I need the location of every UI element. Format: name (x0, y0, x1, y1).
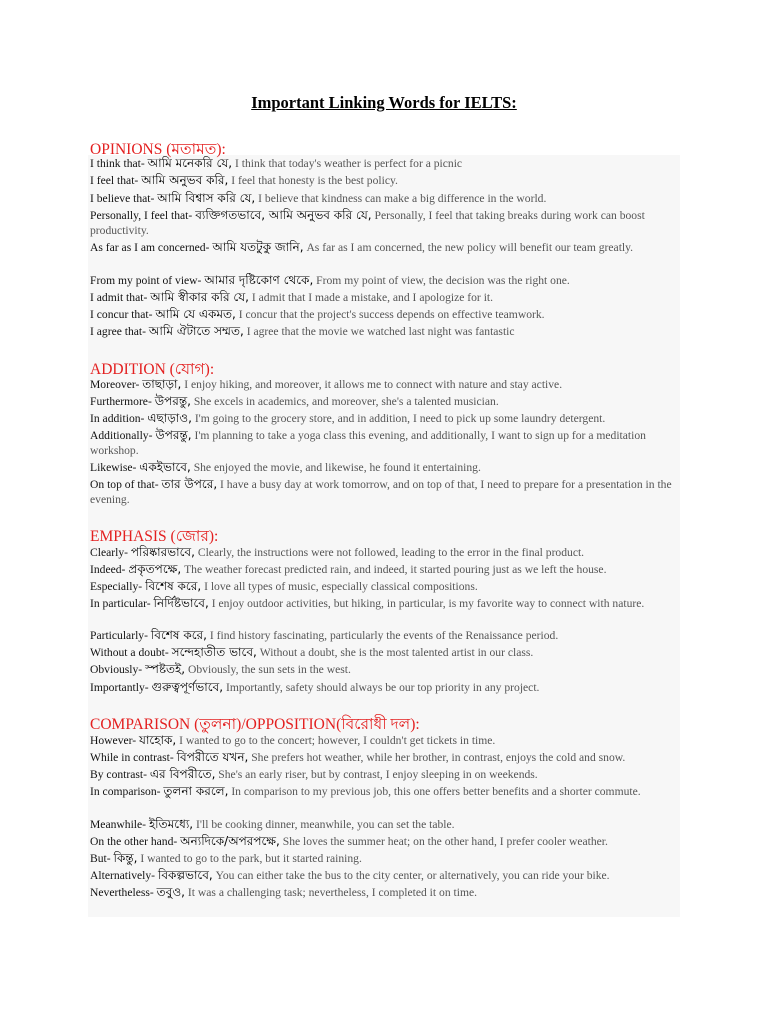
list-item (90, 377, 678, 393)
example: I enjoy outdoor activities, but hiking, in particular, is my favorite way to connect with nature. (211, 597, 645, 610)
example: It was a challenging task; nevertheless, I completed it on time. (187, 886, 478, 899)
list-item (90, 562, 678, 578)
example: I feel that honesty is the best policy. (231, 174, 398, 187)
example: I'll be cooking dinner, meanwhile, you can set the table. (196, 818, 455, 831)
example: I'm planning to take a yoga class this evening, and additionally, I want to sign up for a meditation workshop. (90, 429, 646, 457)
bangla-meaning: পরিষ্কারভাবে, (130, 545, 195, 559)
bangla-meaning: তুলনা করলে, (163, 784, 229, 798)
example: I admit that I made a mistake, and I apologize for it. (251, 291, 494, 304)
example: As far as I am concerned, the new policy will benefit our team greatly. (306, 241, 634, 254)
example: From my point of view, the decision was the right one. (316, 274, 570, 287)
list-item (90, 545, 678, 561)
bangla-meaning: ইতিমধ্যে, (148, 817, 194, 831)
list-item (90, 460, 678, 476)
section-heading-addition: ADDITION (যোগ): (90, 361, 215, 378)
list-item (90, 767, 678, 783)
example: I think that today's weather is perfect for a picnic (234, 157, 463, 170)
term: However- (90, 734, 137, 747)
example: She prefers hot weather, while her brother, in contrast, enjoys the cold and snow. (251, 751, 626, 764)
term: Clearly- (90, 546, 128, 559)
example: I love all types of music, especially classical compositions. (204, 580, 478, 593)
bangla-meaning: এছাড়াও, (147, 411, 192, 425)
term: As far as I am concerned- (90, 241, 210, 254)
example: Clearly, the instructions were not followed, leading to the error in the final product. (197, 546, 585, 559)
term: Alternatively- (90, 869, 156, 882)
example: I concur that the project's success depends on effective teamwork. (238, 308, 545, 321)
list-item (90, 851, 678, 867)
example: Obviously, the sun sets in the west. (188, 663, 351, 676)
example: I believe that kindness can make a big difference in the world. (258, 192, 547, 205)
term: I admit that- (90, 291, 148, 304)
bangla-meaning: আমি মনেকরি যে, (147, 156, 233, 170)
bangla-meaning: আমি ঐটাতে সম্মত, (148, 324, 244, 338)
page-title: Important Linking Words for IELTS: (251, 93, 517, 112)
bangla-meaning: নির্দিষ্টভাবে, (153, 596, 209, 610)
bangla-meaning: তাছাড়া, (142, 377, 182, 391)
bangla-meaning: যাহোক, (139, 733, 177, 747)
list-item (90, 733, 678, 749)
bangla-meaning: আমি স্বীকার করি যে, (150, 290, 249, 304)
term: Obviously- (90, 663, 143, 676)
list-item (90, 885, 678, 901)
bangla-meaning: এর বিপরীতে, (149, 767, 216, 781)
list-item (90, 662, 678, 678)
bangla-meaning: আমি অনুভব করি, (141, 173, 229, 187)
list-item (90, 817, 678, 833)
bangla-meaning: সন্দেহাতীত ভাবে, (171, 645, 257, 659)
list-item (90, 477, 678, 507)
bangla-meaning: উপরন্তু, (155, 428, 192, 442)
list-item (90, 191, 678, 207)
term: I think that- (90, 157, 145, 170)
bangla-meaning: গুরুত্বপূর্ণভাবে, (151, 680, 224, 694)
bangla-meaning: উপরন্তু, (154, 394, 191, 408)
list-item (90, 596, 678, 612)
bangla-meaning: তবুও, (156, 885, 185, 899)
term: Moreover- (90, 378, 140, 391)
term: In comparison- (90, 785, 161, 798)
list-item (90, 750, 678, 766)
example: I wanted to go to the park, but it started raining. (140, 852, 362, 865)
list-item (90, 324, 678, 340)
term: Particularly- (90, 629, 148, 642)
list-item (90, 428, 678, 458)
term: In addition- (90, 412, 145, 425)
term: From my point of view- (90, 274, 202, 287)
term: Indeed- (90, 563, 126, 576)
term: Without a doubt- (90, 646, 169, 659)
list-item (90, 784, 678, 800)
section-heading-comparison: COMPARISON (তুলনা)/OPPOSITION(বিরোধী দল): (90, 716, 420, 733)
list-item (90, 411, 678, 427)
bangla-meaning: বিকল্পভাবে, (157, 868, 213, 882)
term: I feel that- (90, 174, 139, 187)
list-item (90, 240, 678, 256)
term: Nevertheless- (90, 886, 154, 899)
example: The weather forecast predicted rain, and indeed, it started pouring just as we left the house. (184, 563, 607, 576)
list-item (90, 208, 678, 238)
list-item (90, 868, 678, 884)
example: Importantly, safety should always be our top priority in any project. (225, 681, 540, 694)
list-item (90, 645, 678, 661)
bangla-meaning: অন্যদিকে/অপরপক্ষে, (180, 834, 280, 848)
term: Likewise- (90, 461, 137, 474)
bangla-meaning: বিশেষ করে, (145, 579, 202, 593)
list-item (90, 680, 678, 696)
term: Furthermore- (90, 395, 152, 408)
example: She's an early riser, but by contrast, I enjoy sleeping in on weekends. (218, 768, 538, 781)
list-item (90, 579, 678, 595)
section-heading-opinions: OPINIONS (মতামত): (90, 141, 226, 158)
example: In comparison to my previous job, this one offers better benefits and a shorter commute. (231, 785, 641, 798)
list-item (90, 307, 678, 323)
bangla-meaning: প্রকৃতপক্ষে, (128, 562, 182, 576)
example: You can either take the bus to the city center, or alternatively, you can ride your bike. (215, 869, 610, 882)
example: I enjoy hiking, and moreover, it allows me to connect with nature and stay active. (184, 378, 563, 391)
list-item (90, 173, 678, 189)
list-item (90, 628, 678, 644)
list-item (90, 156, 678, 172)
term: But- (90, 852, 111, 865)
bangla-meaning: বিপরীতে যখন, (176, 750, 249, 764)
term: By contrast- (90, 768, 147, 781)
section-heading-emphasis: EMPHASIS (জোর): (90, 528, 219, 545)
term: In particular- (90, 597, 151, 610)
list-item (90, 394, 678, 410)
example: She excels in academics, and moreover, she's a talented musician. (193, 395, 499, 408)
term: Meanwhile- (90, 818, 147, 831)
example: She loves the summer heat; on the other hand, I prefer cooler weather. (282, 835, 608, 848)
term: I concur that- (90, 308, 153, 321)
term: Personally, I feel that- (90, 209, 193, 222)
term: Importantly- (90, 681, 149, 694)
bangla-meaning: বিশেষ করে, (150, 628, 207, 642)
term: Especially- (90, 580, 143, 593)
example: I'm going to the grocery store, and in addition, I need to pick up some laundry detergent. (194, 412, 606, 425)
bangla-meaning: তার উপরে, (161, 477, 218, 491)
example: I wanted to go to the concert; however, I couldn't get tickets in time. (179, 734, 496, 747)
term: I believe that- (90, 192, 155, 205)
term: While in contrast- (90, 751, 174, 764)
example: I have a busy day at work tomorrow, and on top of that, I need to prepare for a presentation in the evening. (90, 478, 672, 506)
term: Additionally- (90, 429, 153, 442)
bangla-meaning: স্পষ্টতই, (145, 662, 186, 676)
example: Personally, I feel that taking breaks during work can boost productivity. (90, 209, 645, 237)
list-item (90, 290, 678, 306)
bangla-meaning: ব্যক্তিগতভাবে, আমি অনুভব করি যে, (195, 208, 372, 222)
example: I agree that the movie we watched last night was fantastic (246, 325, 515, 338)
bangla-meaning: আমি যতটুকু জানি, (212, 240, 304, 254)
bangla-meaning: কিন্তু, (113, 851, 138, 865)
bangla-meaning: আমি বিশ্বাস করি যে, (157, 191, 256, 205)
example: She enjoyed the movie, and likewise, he found it entertaining. (193, 461, 481, 474)
term: On top of that- (90, 478, 159, 491)
list-item (90, 834, 678, 850)
term: On the other hand- (90, 835, 178, 848)
bangla-meaning: আমি যে একমত, (155, 307, 236, 321)
example: I find history fascinating, particularly the events of the Renaissance period. (209, 629, 559, 642)
bangla-meaning: একইভাবে, (139, 460, 191, 474)
example: Without a doubt, she is the most talented artist in our class. (259, 646, 534, 659)
bangla-meaning: আমার দৃষ্টিকোণ থেকে, (204, 273, 314, 287)
list-item (90, 273, 678, 289)
term: I agree that- (90, 325, 146, 338)
